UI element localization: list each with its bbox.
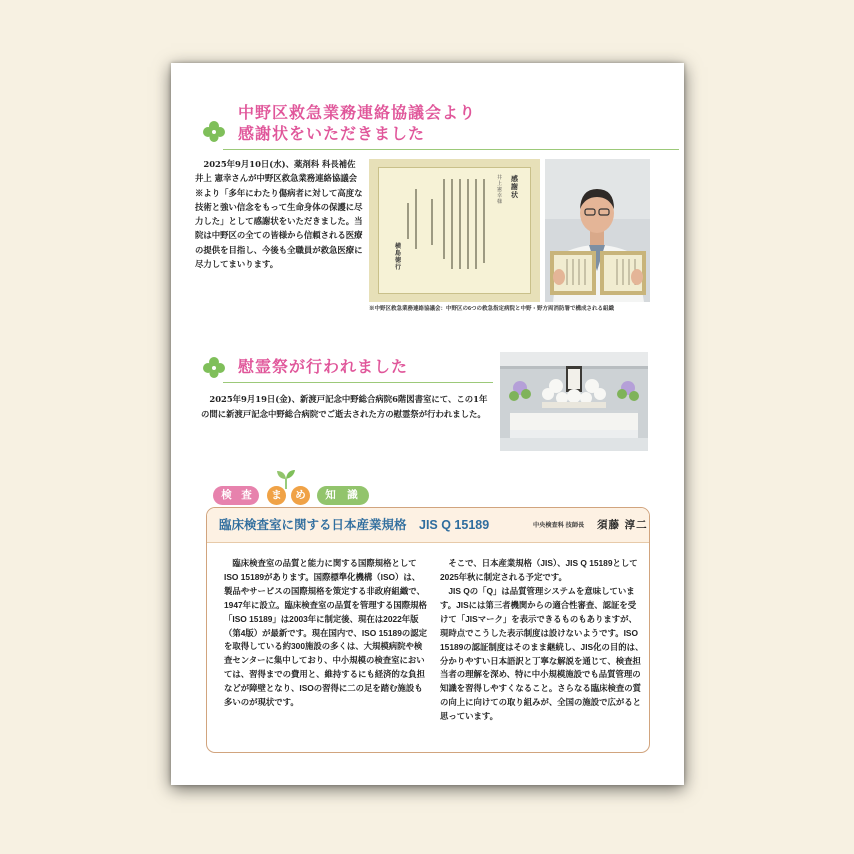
author-name: 須藤 淳二: [597, 519, 648, 531]
person-photo: [545, 159, 650, 302]
tab-char: 知: [321, 486, 340, 505]
altar-photo: [500, 352, 648, 451]
certificate-text-line: [467, 179, 469, 269]
info-box-col1: 臨床検査室の品質と能力に関する国際規格としてISO 15189があります。国際標準化機構（ISO）は、製品やサービスの国際規格を策定する非政府組織で、1947年に設立。臨床検査室の品質を管理する国際規格「ISO 15189」は2003年に制定後、現在は2022年版（第4版）が最新です。現在国内で、ISO 15189の認定を取得している約300施設の多くは、大規模病院や検査センターに集中しており、中小規模の検査室においては、習得までの費用と、維持するにも経済的な負担などが障壁となり、ISOの習得に二の足を踏む施設も多いのが現状です。: [224, 558, 427, 708]
info-box-header: [207, 508, 649, 542]
certificate-text-line: [407, 203, 409, 239]
tab-char: 検: [217, 486, 236, 505]
tab-char: 査: [237, 486, 256, 505]
info-box-tabs: [213, 486, 373, 508]
certificate-text-line: [443, 179, 445, 259]
info-box-col2-p1: そこで、日本産業規格（JIS）、JIS Q 15189として2025年秋に制定される予定です。: [440, 558, 638, 582]
section1-body: 2025年9月10日(水)、薬剤科 科長補佐 井上 憲幸さんが中野区救急業務連絡協議会※より「多年にわたり傷病者に対して高度な技術と強い信念をもって生命身体の保護に尽力した」として感謝状をいただきました。当院は中野区の全ての皆様から信頼される医療の提供を目指し、今後も全職員が救急医療に尽力してまいります。: [195, 159, 363, 270]
certificate-photo: [369, 159, 540, 302]
section1-title-line1: 中野区救急業務連絡協議会より: [238, 103, 477, 122]
certificate-heading: 感謝状: [511, 174, 518, 199]
author-role: 中央検査科 技師長: [533, 522, 585, 529]
newsletter-page: [171, 63, 684, 785]
certificate-text-line: [431, 199, 433, 245]
certificate-text-line: [475, 179, 477, 269]
person-illustration: [545, 159, 650, 302]
certificate-text-line: [451, 179, 453, 269]
section1-divider: [223, 149, 679, 150]
tab-char: め: [291, 486, 310, 505]
section2-title: 慰霊祭が行われました: [238, 357, 409, 376]
info-box-divider: [207, 542, 649, 543]
clover-icon: [201, 355, 227, 381]
section1-footnote: ※中野区救急業務連絡協議会：中野区の6つの救急指定病院と中野・野方両消防署で構成される組織: [369, 306, 615, 312]
tab-char: ま: [267, 486, 286, 505]
certificate-signer: 横島 徳行: [395, 243, 402, 271]
altar-illustration: [500, 352, 648, 451]
certificate-recipient: 井上 憲幸 様: [497, 175, 503, 205]
info-box-col2-p2: JIS Qの「Q」は品質管理システムを意味しています。JISには第三者機関からの適合性審査、認証を受けて「JISマーク」を表示できるものもありますが、現時点でこうした表示制度は設けないようです。ISO 15189の認証制度はそのまま継続し、JIS化の目的は、分かりやすい日本語訳と丁寧な解説を通じて、検査担当者の理解を深め、特に中小規模施設でも品質管理の知識を習得しやすくなること。さらなる臨床検査の質の向上に向けての取り組みが、全国の施設で広がると思っています。: [440, 586, 644, 722]
section2-divider: [223, 382, 493, 383]
clover-icon: [201, 119, 227, 145]
certificate-text-line: [415, 189, 417, 249]
certificate-text-line: [483, 179, 485, 263]
tab-char: 識: [343, 486, 362, 505]
certificate-frame: [378, 167, 531, 294]
certificate-text-line: [459, 179, 461, 269]
info-box-title: 臨床検査室に関する日本産業規格 JIS Q 15189: [219, 518, 490, 532]
info-box: [206, 507, 650, 753]
section2-body: 2025年9月19日(金)、新渡戸記念中野総合病院6階図書室にて、この1年の間に新渡戸記念中野総合病院でご逝去された方の慰霊祭が行われました。: [201, 394, 488, 419]
section1-title-line2: 感謝状をいただきました: [238, 124, 426, 143]
